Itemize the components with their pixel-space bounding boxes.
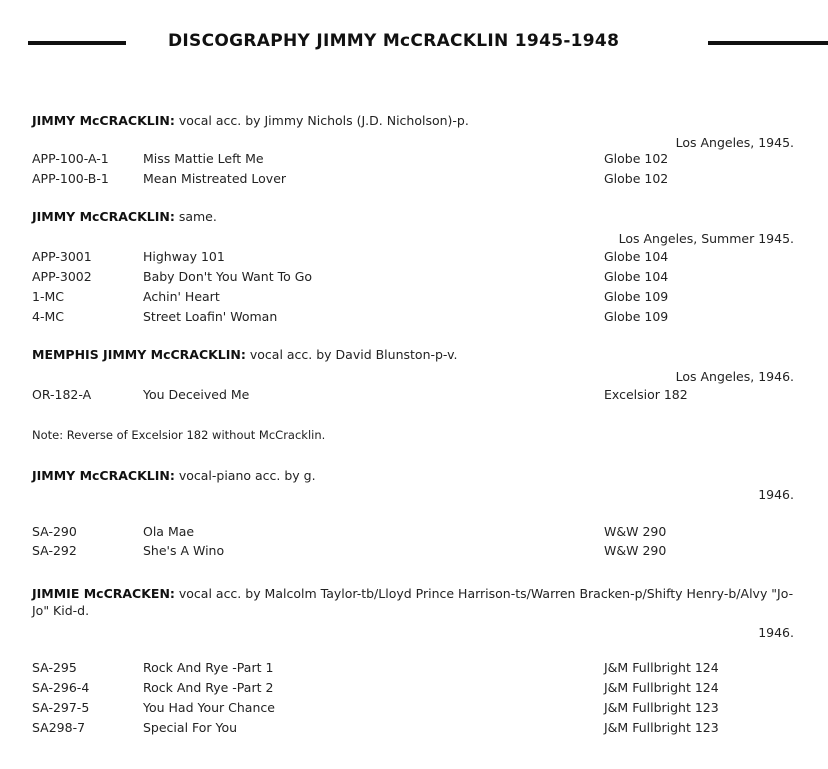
session-details: vocal acc. by David Blunston-p-v.: [245, 347, 458, 362]
track-title: Baby Don't You Want To Go: [143, 269, 313, 284]
track-label: W&W 290: [604, 543, 667, 558]
track-title: Street Loafin' Woman: [143, 309, 278, 324]
track-title: She's A Wino: [143, 543, 225, 558]
session-place: Los Angeles, 1945.: [675, 135, 794, 150]
track-label: W&W 290: [604, 524, 667, 539]
session-details: same.: [174, 209, 217, 224]
track-matrix: APP-3002: [32, 269, 92, 284]
session-details: vocal acc. by Jimmy Nichols (J.D. Nicholson)-p.: [174, 113, 469, 128]
track-matrix: SA-295: [32, 660, 77, 675]
track-matrix: SA-296-4: [32, 680, 90, 695]
track-label: Globe 109: [604, 309, 669, 324]
session-artist: JIMMY McCRACKLIN:: [32, 209, 175, 224]
track-label: J&M Fullbright 124: [604, 680, 719, 695]
track-matrix: APP-3001: [32, 249, 92, 264]
header-rule-left: [28, 41, 126, 45]
session-details: vocal-piano acc. by g.: [174, 468, 316, 483]
track-matrix: SA-297-5: [32, 700, 90, 715]
session-place: 1946.: [758, 625, 794, 640]
track-title: Mean Mistreated Lover: [143, 171, 287, 186]
track-title: Ola Mae: [143, 524, 195, 539]
track-label: Excelsior 182: [604, 387, 688, 402]
session-heading: [32, 468, 316, 483]
track-label: J&M Fullbright 124: [604, 660, 719, 675]
track-title: You Deceived Me: [143, 387, 250, 402]
track-title: Achin' Heart: [143, 289, 220, 304]
track-title: Miss Mattie Left Me: [143, 151, 264, 166]
track-title: You Had Your Chance: [143, 700, 275, 715]
track-matrix: APP-100-B-1: [32, 171, 109, 186]
track-matrix: OR-182-A: [32, 387, 92, 402]
session-artist: MEMPHIS JIMMY McCRACKLIN:: [32, 347, 246, 362]
session-heading: [32, 347, 458, 362]
session-place: Los Angeles, Summer 1945.: [618, 231, 794, 246]
track-title: Special For You: [143, 720, 238, 735]
track-title: Rock And Rye -Part 1: [143, 660, 274, 675]
track-label: Globe 102: [604, 171, 669, 186]
session-place: Los Angeles, 1946.: [675, 369, 794, 384]
page-title: DISCOGRAPHY JIMMY McCRACKLIN 1945-1948: [168, 31, 620, 51]
track-label: J&M Fullbright 123: [604, 720, 719, 735]
track-label: J&M Fullbright 123: [604, 700, 719, 715]
track-label: Globe 104: [604, 269, 669, 284]
track-matrix: 4-MC: [32, 309, 64, 324]
track-matrix: SA298-7: [32, 720, 86, 735]
track-label: Globe 102: [604, 151, 669, 166]
track-title: Rock And Rye -Part 2: [143, 680, 274, 695]
session-note: Note: Reverse of Excelsior 182 without McCracklin.: [32, 428, 326, 442]
session-heading: [32, 585, 802, 619]
session-artist: JIMMIE McCRACKEN:: [32, 586, 175, 601]
session-artist: JIMMY McCRACKLIN:: [32, 113, 175, 128]
page-header: [0, 28, 828, 58]
session-heading: [32, 209, 217, 224]
session-artist: JIMMY McCRACKLIN:: [32, 468, 175, 483]
header-rule-right: [708, 41, 828, 45]
track-matrix: SA-290: [32, 524, 77, 539]
track-label: Globe 109: [604, 289, 669, 304]
session-heading: [32, 113, 469, 128]
track-label: Globe 104: [604, 249, 669, 264]
track-matrix: 1-MC: [32, 289, 64, 304]
session-place: 1946.: [758, 487, 794, 502]
session-details: vocal acc. by Malcolm Taylor-tb/Lloyd Prince Harrison-ts/Warren Bracken-p/Shifty Henry-b/Alvy "Jo-Jo" Kid-d.: [32, 586, 794, 618]
track-matrix: APP-100-A-1: [32, 151, 109, 166]
track-title: Highway 101: [143, 249, 225, 264]
track-matrix: SA-292: [32, 543, 77, 558]
